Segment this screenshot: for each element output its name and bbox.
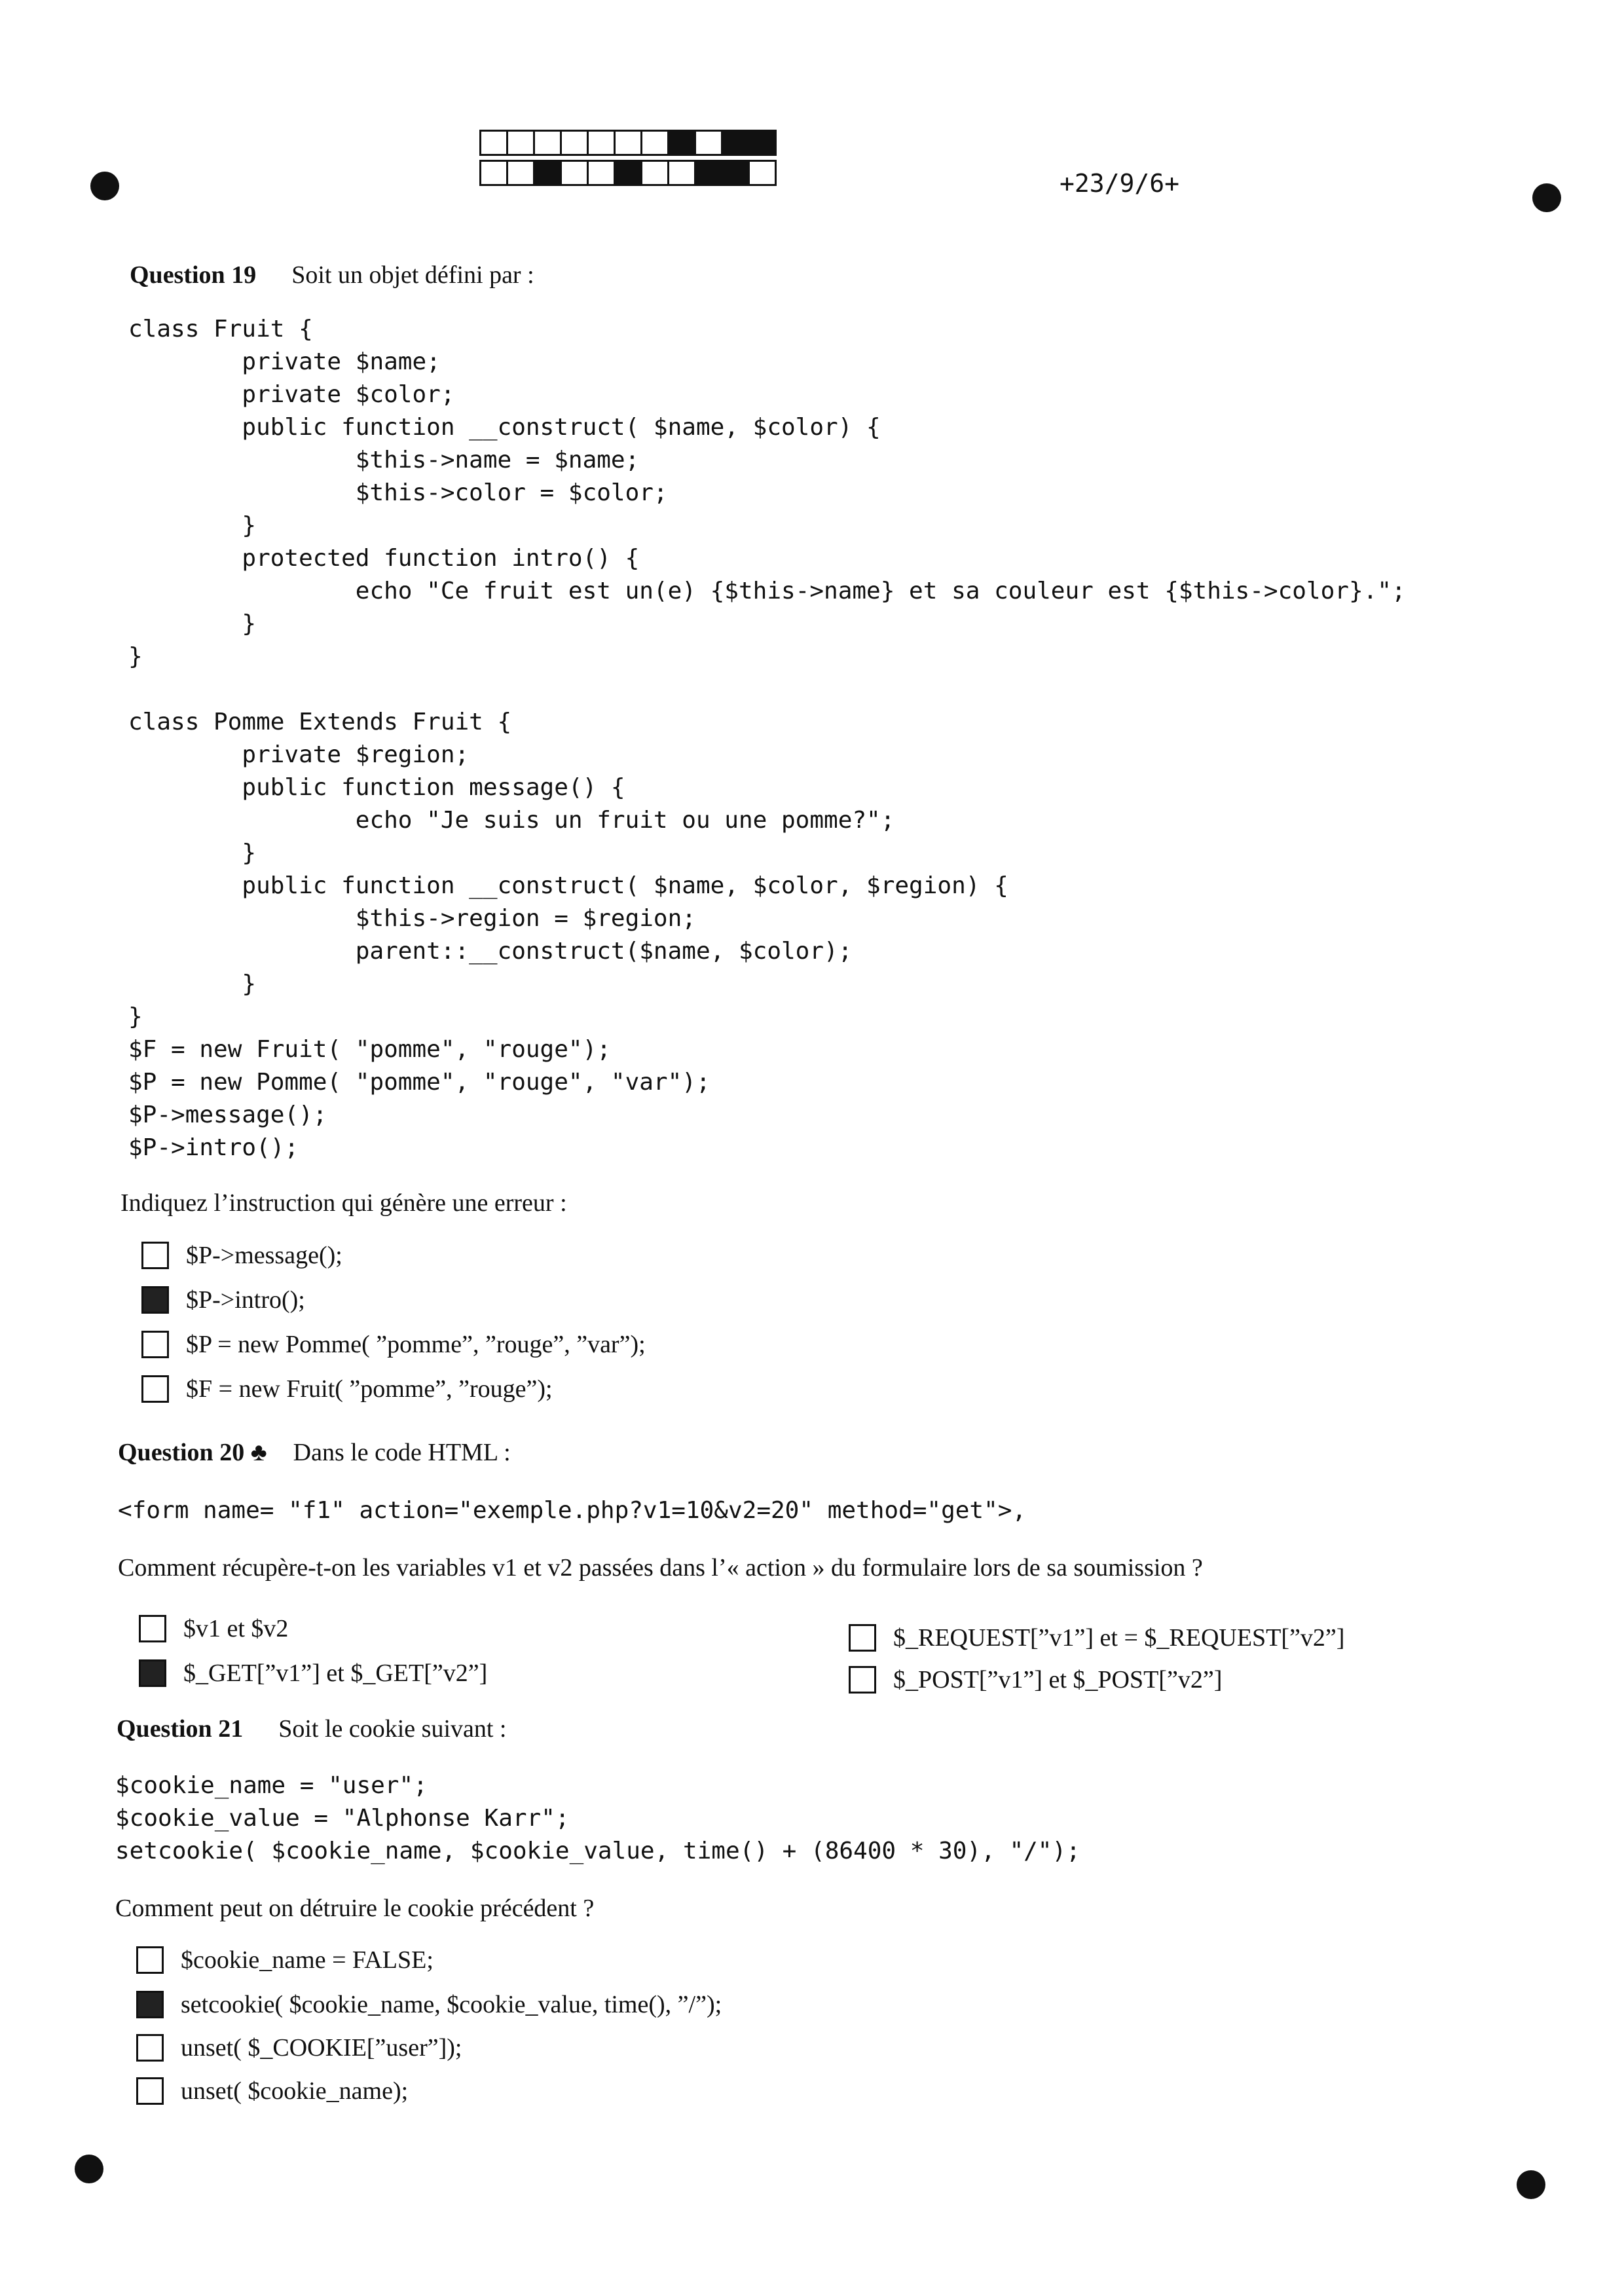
q20-option-3[interactable] <box>849 1621 1344 1654</box>
registration-mark-bottom-right <box>1517 2170 1545 2199</box>
option-label: $P->intro(); <box>186 1286 305 1314</box>
checkbox[interactable] <box>136 2077 164 2105</box>
question-number: Question 19 <box>130 261 257 289</box>
q19-code-line: } <box>128 1003 143 1030</box>
mark-cell <box>589 132 616 154</box>
q19-code-line: parent::__construct($name, $color); <box>128 938 853 965</box>
q21-prompt: Comment peut on détruire le cookie précédent ? <box>115 1895 595 1922</box>
mark-cell <box>723 162 750 184</box>
option-label: $cookie_name = FALSE; <box>181 1946 434 1974</box>
q19-code-line: } <box>128 971 257 997</box>
q21-option-4[interactable] <box>136 2075 408 2107</box>
mark-cell <box>723 132 750 154</box>
mark-cell <box>642 132 669 154</box>
q21-code-block <box>115 1769 1080 1868</box>
q19-code-line: public function __construct( $name, $color, $region) { <box>128 872 1008 899</box>
mark-cell <box>750 132 775 154</box>
checkbox[interactable] <box>136 2034 164 2062</box>
header-mark-grid-row2 <box>479 160 777 186</box>
q19-code-line <box>128 673 1406 706</box>
q19-code-line: $F = new Fruit( "pomme", "rouge"); <box>128 1036 611 1063</box>
q19-code-line: $this->name = $name; <box>128 447 640 473</box>
mark-cell <box>696 162 723 184</box>
mark-cell <box>669 132 696 154</box>
mark-cell <box>481 162 508 184</box>
mark-cell <box>696 132 723 154</box>
checkbox[interactable] <box>136 1946 164 1974</box>
q19-code-line: } <box>128 610 257 637</box>
q20-option-4[interactable] <box>849 1663 1222 1696</box>
mark-cell <box>562 162 589 184</box>
registration-mark-bottom-left <box>75 2155 103 2183</box>
q20-option-2[interactable] <box>139 1657 487 1690</box>
q19-code-line: public function __construct( $name, $color) { <box>128 414 881 441</box>
q21-code-line: $cookie_name = "user"; <box>115 1772 428 1799</box>
mark-cell <box>562 132 589 154</box>
option-label: $P = new Pomme( ”pomme”, ”rouge”, ”var”); <box>186 1331 646 1358</box>
question-19-header <box>130 261 534 289</box>
q19-code-line: class Pomme Extends Fruit { <box>128 709 512 735</box>
question-intro: Soit un objet défini par : <box>291 261 534 289</box>
mark-cell <box>589 162 616 184</box>
q21-code-line: setcookie( $cookie_name, $cookie_value, time() + (86400 * 30), "/"); <box>115 1838 1080 1864</box>
option-label: $v1 et $v2 <box>183 1615 289 1642</box>
question-21-header <box>117 1714 507 1743</box>
registration-mark-top-left <box>90 172 119 200</box>
mark-cell <box>508 162 535 184</box>
q21-option-3[interactable] <box>136 2031 462 2064</box>
page-code: +23/9/6+ <box>1060 169 1180 198</box>
header-mark-grid-row1 <box>479 130 777 156</box>
question-number: Question 20 <box>118 1439 245 1466</box>
q19-code-block <box>128 313 1406 1164</box>
question-intro: Dans le code HTML : <box>293 1439 511 1466</box>
q19-code-line: $this->color = $color; <box>128 479 668 506</box>
q21-code-line: $cookie_value = "Alphonse Karr"; <box>115 1805 570 1832</box>
mark-cell <box>535 132 562 154</box>
mark-cell <box>508 132 535 154</box>
q19-code-line: public function message() { <box>128 774 625 801</box>
option-label: unset( $_COOKIE[”user”]); <box>181 2034 462 2062</box>
checkbox-checked[interactable] <box>139 1659 166 1687</box>
q20-code-line: <form name= "f1" action="exemple.php?v1=10&v2=20" method="get">, <box>118 1497 1027 1524</box>
q19-option-2[interactable] <box>141 1284 305 1316</box>
q19-code-line: private $region; <box>128 741 470 768</box>
checkbox[interactable] <box>849 1666 876 1694</box>
q19-option-4[interactable] <box>141 1373 553 1405</box>
option-label: setcookie( $cookie_name, $cookie_value, time(), ”/”); <box>181 1991 722 2018</box>
checkbox[interactable] <box>141 1331 169 1358</box>
question-20-header <box>118 1438 511 1467</box>
q19-code-line: $P->intro(); <box>128 1134 299 1161</box>
checkbox-checked[interactable] <box>141 1286 169 1314</box>
checkbox-checked[interactable] <box>136 1991 164 2018</box>
mark-cell <box>750 162 775 184</box>
question-intro: Soit le cookie suivant : <box>278 1715 507 1743</box>
q19-option-1[interactable] <box>141 1239 342 1272</box>
club-icon: ♣ <box>250 1439 267 1466</box>
q19-code-line: } <box>128 643 143 670</box>
checkbox[interactable] <box>141 1375 169 1403</box>
q19-code-line: $P = new Pomme( "pomme", "rouge", "var"); <box>128 1069 710 1096</box>
q19-code-line: private $color; <box>128 381 455 408</box>
option-label: $P->message(); <box>186 1242 342 1269</box>
registration-mark-top-right <box>1532 183 1561 212</box>
mark-cell <box>642 162 669 184</box>
mark-cell <box>535 162 562 184</box>
mark-cell <box>481 132 508 154</box>
q21-option-2[interactable] <box>136 1988 722 2021</box>
q19-code-line: $P->message(); <box>128 1102 327 1128</box>
q19-code-line: class Fruit { <box>128 316 313 343</box>
q19-prompt: Indiquez l’instruction qui génère une erreur : <box>120 1189 567 1217</box>
option-label: $_POST[”v1”] et $_POST[”v2”] <box>893 1666 1223 1694</box>
option-label: unset( $cookie_name); <box>181 2077 409 2105</box>
q19-code-line: $this->region = $region; <box>128 905 696 932</box>
q19-code-line: echo "Je suis un fruit ou une pomme?"; <box>128 807 895 834</box>
q19-code-line: private $name; <box>128 348 441 375</box>
mark-cell <box>616 162 642 184</box>
mark-cell <box>616 132 642 154</box>
option-label: $_REQUEST[”v1”] et = $_REQUEST[”v2”] <box>893 1624 1345 1652</box>
q20-prompt: Comment récupère-t-on les variables v1 et v2 passées dans l’« action » du formulaire lors de sa soumission ? <box>118 1554 1203 1582</box>
q19-option-3[interactable] <box>141 1328 646 1361</box>
q20-option-1[interactable] <box>139 1612 288 1645</box>
q19-code-line: echo "Ce fruit est un(e) {$this->name} et sa couleur est {$this->color}."; <box>128 578 1406 604</box>
option-label: $_GET[”v1”] et $_GET[”v2”] <box>183 1659 488 1687</box>
checkbox[interactable] <box>141 1242 169 1269</box>
q19-code-line: protected function intro() { <box>128 545 640 572</box>
question-number: Question 21 <box>117 1715 244 1743</box>
option-label: $F = new Fruit( ”pomme”, ”rouge”); <box>186 1375 553 1403</box>
checkbox[interactable] <box>139 1615 166 1642</box>
checkbox[interactable] <box>849 1624 876 1652</box>
q19-code-line: } <box>128 512 257 539</box>
q21-option-1[interactable] <box>136 1944 434 1976</box>
q19-code-line: } <box>128 840 257 866</box>
mark-cell <box>669 162 696 184</box>
